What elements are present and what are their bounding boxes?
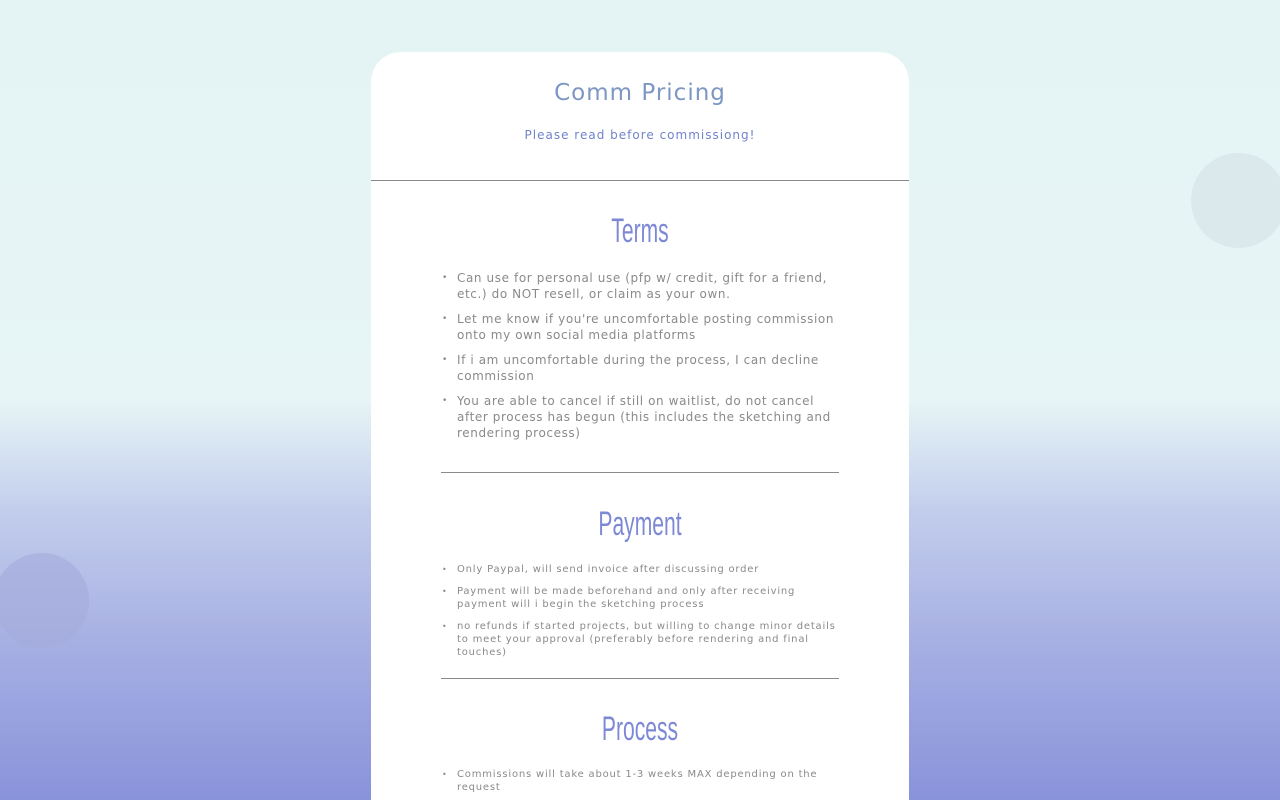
bullet-icon: • [442, 355, 448, 365]
decorative-circle-right [1191, 153, 1280, 248]
list-item-text: Let me know if you're uncomfortable posting commission onto my own social media platforms [457, 312, 835, 342]
list-item [441, 270, 839, 302]
list-item [441, 352, 839, 384]
list-item-text: Payment will be made beforehand and only after receiving payment will i begin the sketching process [457, 586, 796, 610]
payment-list [441, 563, 839, 659]
bullet-icon: • [442, 622, 448, 631]
terms-section [441, 212, 839, 450]
bullet-icon: • [442, 273, 448, 283]
process-section [441, 710, 839, 800]
bullet-icon: • [442, 587, 448, 596]
list-item [441, 563, 839, 576]
section-divider [441, 472, 839, 473]
section-divider [441, 678, 839, 679]
list-item [441, 311, 839, 343]
terms-list [441, 270, 839, 441]
decorative-circle-left [0, 553, 89, 648]
list-item-text: Commissions will take about 1-3 weeks MAX depending on the request [457, 769, 818, 793]
list-item [441, 393, 839, 441]
card-header [371, 52, 909, 181]
page-subtitle: Please read before commissiong! [524, 128, 756, 142]
list-item-text: Can use for personal use (pfp w/ credit, gift for a friend, etc.) do NOT resell, or claim as your own. [457, 271, 828, 301]
list-item [441, 768, 839, 794]
list-item-text: If i am uncomfortable during the process, I can decline commission [457, 353, 819, 383]
bullet-icon: • [442, 770, 448, 779]
list-item [441, 620, 839, 659]
bullet-icon: • [442, 565, 448, 574]
pricing-card [371, 52, 909, 800]
process-list [441, 768, 839, 794]
bullet-icon: • [442, 314, 448, 324]
process-heading: Process [601, 710, 679, 748]
terms-heading: Terms [611, 212, 669, 250]
bullet-icon: • [442, 396, 448, 406]
list-item [441, 585, 839, 611]
payment-section [441, 505, 839, 668]
list-item-text: You are able to cancel if still on waitlist, do not cancel after process has begun (this includes the sketching and rendering process) [457, 394, 831, 440]
page-title: Comm Pricing [554, 80, 726, 106]
list-item-text: no refunds if started projects, but willing to change minor details to meet your approval (preferably before rendering and final touches) [457, 621, 836, 658]
payment-heading: Payment [598, 505, 682, 543]
list-item-text: Only Paypal, will send invoice after discussing order [457, 564, 760, 575]
